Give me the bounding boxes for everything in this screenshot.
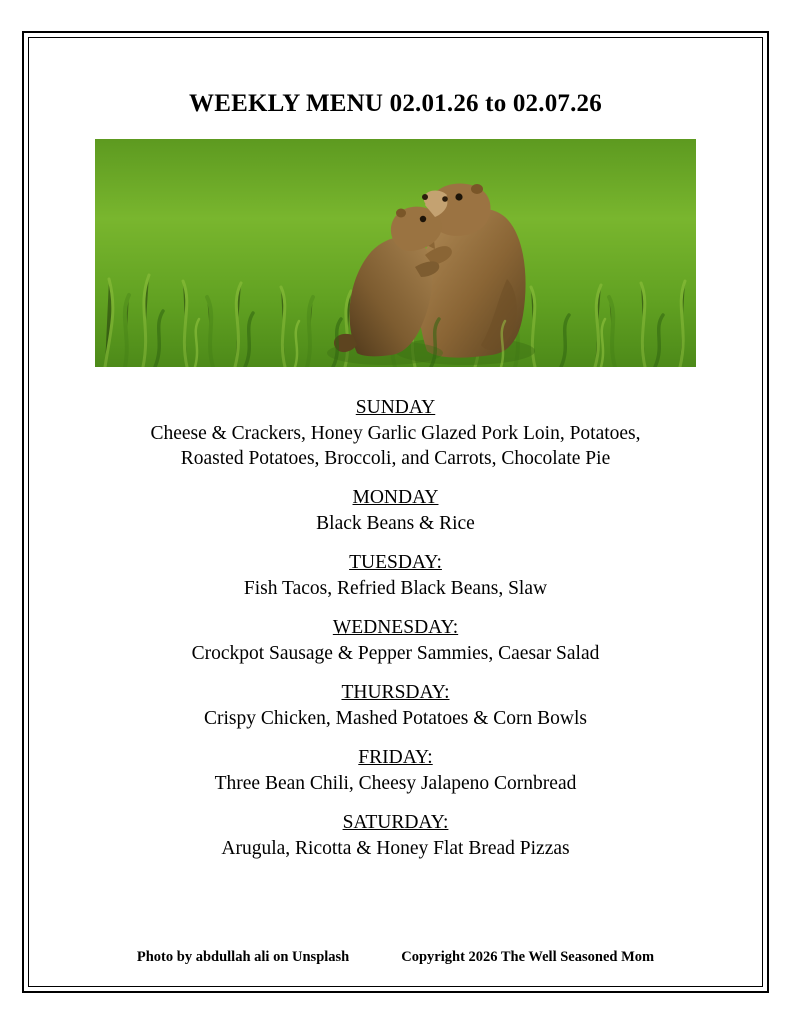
- menu-day-sunday: [33, 395, 758, 471]
- day-items: [33, 836, 758, 861]
- day-items: [33, 641, 758, 666]
- day-label: FRIDAY:: [358, 747, 433, 768]
- page-footer: [33, 949, 758, 966]
- day-items: [33, 706, 758, 731]
- day-label: THURSDAY:: [341, 682, 450, 703]
- day-item-line: Cheese & Crackers, Honey Garlic Glazed Pork Loin, Potatoes,: [150, 423, 641, 444]
- day-label: TUESDAY:: [349, 552, 442, 573]
- day-item-line: Fish Tacos, Refried Black Beans, Slaw: [243, 578, 548, 599]
- day-item-line: Crockpot Sausage & Pepper Sammies, Caesar Salad: [191, 643, 600, 664]
- day-label: WEDNESDAY:: [332, 617, 459, 638]
- menu-day-friday: [33, 745, 758, 796]
- page-content: [33, 42, 758, 982]
- menu-day-monday: [33, 485, 758, 536]
- day-item-line: Arugula, Ricotta & Honey Flat Bread Pizzas: [221, 838, 570, 859]
- menu-day-wednesday: [33, 615, 758, 666]
- photo-credit: Photo by abdullah ali on Unsplash: [136, 949, 350, 965]
- menu-day-saturday: [33, 810, 758, 861]
- header-photo: [95, 139, 696, 367]
- day-label: SATURDAY:: [342, 812, 449, 833]
- day-items: [33, 421, 758, 471]
- copyright-notice: Copyright 2026 The Well Seasoned Mom: [401, 949, 655, 965]
- day-item-line: Crispy Chicken, Mashed Potatoes & Corn Bowls: [204, 708, 587, 729]
- day-items: [33, 511, 758, 536]
- menu-day-tuesday: [33, 550, 758, 601]
- weekly-menu-list: [33, 395, 758, 875]
- day-label: MONDAY: [352, 487, 439, 508]
- menu-day-thursday: [33, 680, 758, 731]
- page-title: WEEKLY MENU 02.01.26 to 02.07.26: [189, 90, 602, 117]
- prairie-dogs-photo-illustration: [95, 139, 696, 367]
- day-item-line: Roasted Potatoes, Broccoli, and Carrots, Chocolate Pie: [180, 448, 611, 469]
- day-item-line: Three Bean Chili, Cheesy Jalapeno Cornbread: [214, 773, 577, 794]
- day-item-line: Black Beans & Rice: [316, 513, 475, 534]
- day-items: [33, 576, 758, 601]
- day-label: SUNDAY: [355, 397, 436, 418]
- day-items: [33, 771, 758, 796]
